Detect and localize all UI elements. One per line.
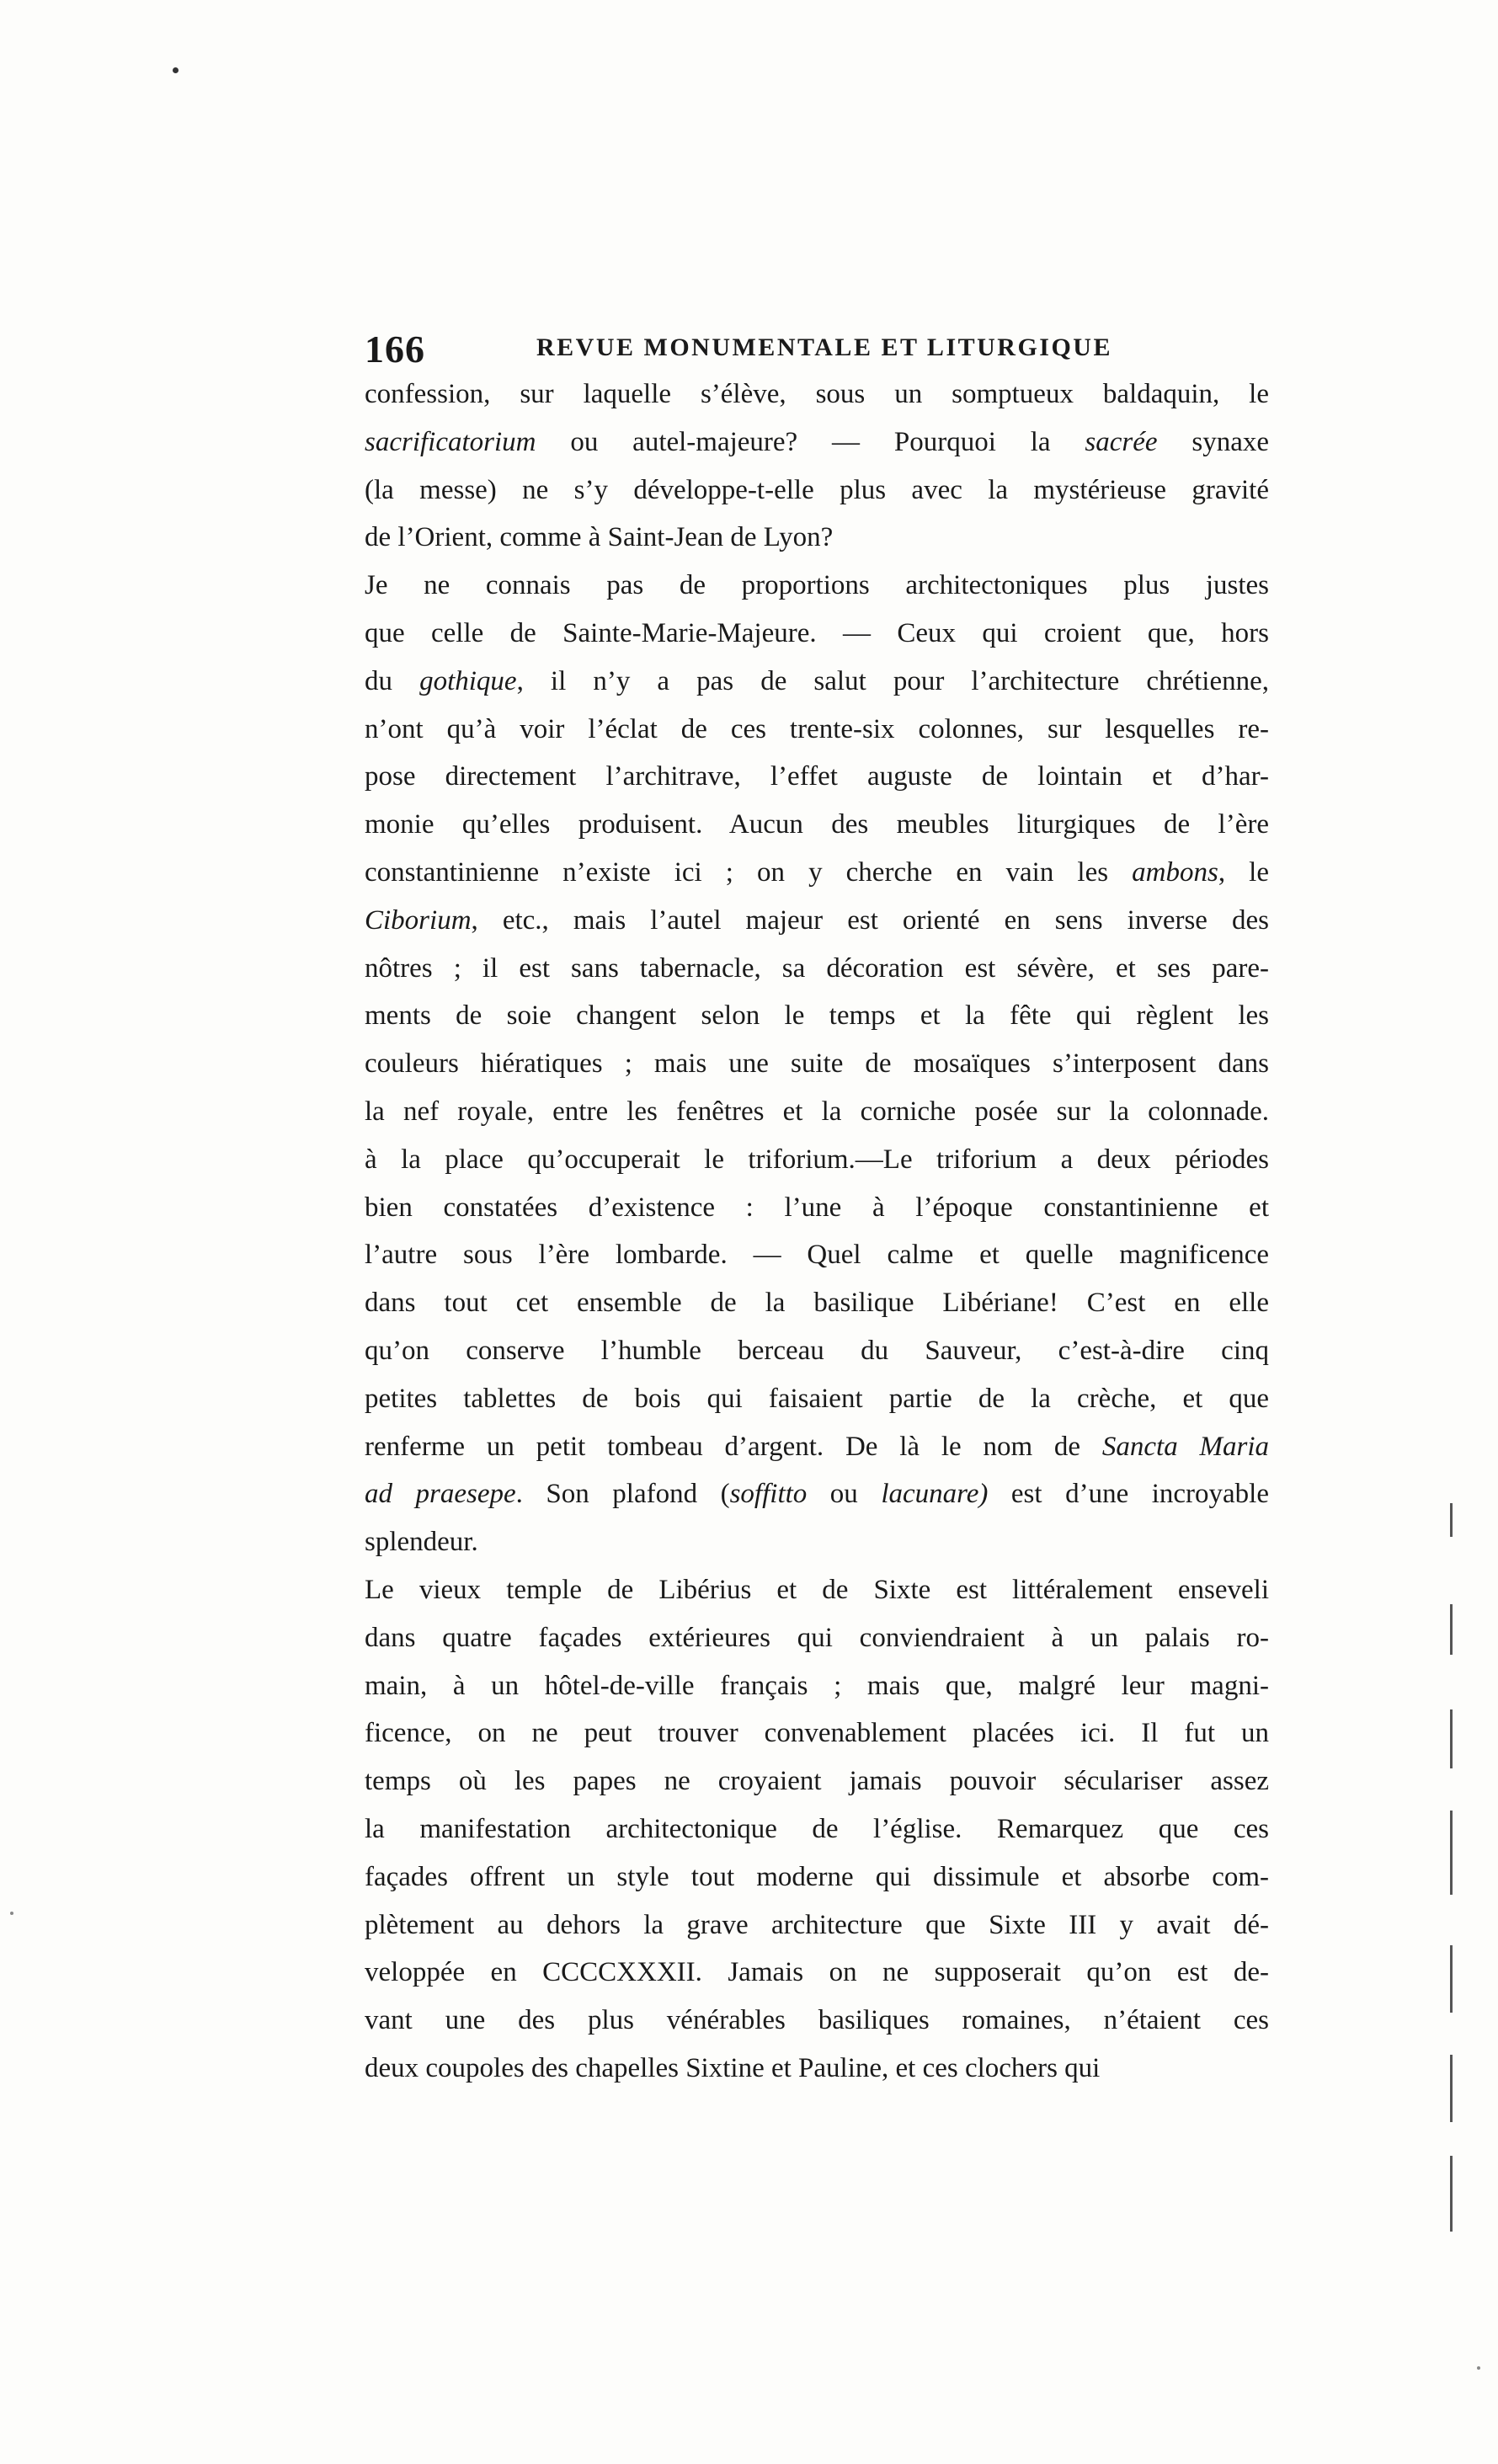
text-line bbox=[365, 1136, 1269, 1184]
text-line bbox=[365, 897, 1269, 945]
text-segment: ou bbox=[807, 1479, 882, 1510]
text-line bbox=[365, 753, 1269, 801]
text-segment: , il n’y a pas de salut pour l’architecture chrétienne, bbox=[516, 665, 1270, 696]
text-line bbox=[365, 1375, 1269, 1423]
text-line bbox=[365, 1757, 1269, 1805]
text-segment: ficence, on ne peut trouver convenablement placées ici. Il fut un bbox=[365, 1718, 1269, 1749]
text-line bbox=[365, 1997, 1269, 2045]
text-line bbox=[365, 1949, 1269, 1997]
body-text bbox=[365, 371, 1269, 2093]
italic-term: soffitto bbox=[729, 1479, 808, 1510]
text-line bbox=[365, 1184, 1269, 1232]
text-segment: plètement au dehors la grave architecture que Sixte III y avait dé- bbox=[365, 1909, 1269, 1940]
text-segment: main, à un hôtel-de-ville français ; mais que, malgré leur magni- bbox=[365, 1670, 1269, 1701]
text-segment: veloppée en CCCCXXXII. Jamais on ne supposerait qu’on est de- bbox=[365, 1957, 1269, 1988]
text-line bbox=[365, 658, 1269, 706]
text-line bbox=[365, 2045, 1269, 2093]
text-segment: que celle de Sainte-Marie-Majeure. — Ceux qui croient que, hors bbox=[365, 617, 1269, 648]
text-segment: bien constatées d’existence : l’une à l’époque constantinienne et bbox=[365, 1192, 1269, 1223]
text-segment: vant une des plus vénérables basiliques romaines, n’étaient ces bbox=[365, 2005, 1269, 2036]
italic-term: gothique bbox=[419, 665, 517, 696]
italic-term: lacunare) bbox=[881, 1479, 989, 1510]
text-line bbox=[365, 1709, 1269, 1757]
text-segment: qu’on conserve l’humble berceau du Sauveur, c’est-à-dire cinq bbox=[365, 1335, 1269, 1366]
text-line bbox=[365, 1901, 1269, 1949]
text-line bbox=[365, 1518, 1269, 1566]
text-segment: ments de soie changent selon le temps et la fête qui règlent les bbox=[365, 1000, 1269, 1032]
ink-speck bbox=[173, 67, 179, 73]
text-segment: est d’une incroyable bbox=[988, 1479, 1269, 1510]
text-line bbox=[365, 1279, 1269, 1327]
text-segment: deux coupoles des chapelles Sixtine et Pauline, et ces clochers qui bbox=[365, 2052, 1101, 2083]
italic-term: Sancta Maria bbox=[1101, 1431, 1269, 1462]
italic-term: sacrée bbox=[1085, 426, 1158, 457]
text-segment: dans tout cet ensemble de la basilique Libériane! C’est en elle bbox=[365, 1288, 1269, 1319]
text-segment: , etc., mais l’autel majeur est orienté en sens inverse des bbox=[471, 904, 1269, 936]
margin-mark bbox=[1450, 1811, 1453, 1895]
text-line bbox=[365, 1470, 1269, 1518]
text-segment: l’autre sous l’ère lombarde. — Quel calme et quelle magnificence bbox=[365, 1240, 1269, 1271]
text-line bbox=[365, 1040, 1269, 1088]
text-line bbox=[365, 467, 1269, 515]
ink-speck bbox=[1477, 2366, 1480, 2370]
text-line bbox=[365, 514, 1269, 562]
running-title: REVUE MONUMENTALE ET LITURGIQUE bbox=[536, 333, 1112, 361]
margin-mark bbox=[1450, 1604, 1453, 1655]
margin-mark bbox=[1450, 2055, 1453, 2122]
margin-mark bbox=[1450, 2156, 1453, 2232]
text-segment: du bbox=[365, 665, 420, 696]
text-segment: , le bbox=[1218, 856, 1269, 888]
text-segment: couleurs hiératiques ; mais une suite de mosaïques s’interposent dans bbox=[365, 1048, 1269, 1080]
text-segment: de l’Orient, comme à Saint-Jean de Lyon? bbox=[365, 522, 834, 553]
text-segment: confession, sur laquelle s’élève, sous un somptueux baldaquin, le bbox=[365, 379, 1269, 409]
margin-mark bbox=[1450, 1709, 1453, 1768]
text-line bbox=[365, 849, 1269, 897]
text-line bbox=[365, 706, 1269, 754]
text-line bbox=[365, 1231, 1269, 1279]
italic-term: ambons bbox=[1132, 856, 1218, 888]
text-line bbox=[365, 1853, 1269, 1901]
ink-speck bbox=[10, 1912, 13, 1915]
italic-term: Ciborium bbox=[365, 904, 472, 936]
text-line bbox=[365, 419, 1269, 467]
text-line bbox=[365, 945, 1269, 993]
text-segment: n’ont qu’à voir l’éclat de ces trente-six colonnes, sur lesquelles re- bbox=[365, 713, 1269, 744]
text-line bbox=[365, 1327, 1269, 1375]
text-line bbox=[365, 801, 1269, 849]
text-segment: pose directement l’architrave, l’effet auguste de lointain et d’har- bbox=[365, 761, 1269, 792]
text-line bbox=[365, 610, 1269, 658]
text-segment: temps où les papes ne croyaient jamais pouvoir séculariser assez bbox=[365, 1766, 1269, 1797]
text-line bbox=[365, 1423, 1269, 1471]
italic-term: sacrificatorium bbox=[365, 426, 536, 457]
text-line bbox=[365, 371, 1269, 419]
page-number: 166 bbox=[365, 328, 425, 371]
text-line bbox=[365, 1614, 1269, 1662]
text-segment: monie qu’elles produisent. Aucun des meubles liturgiques de l’ère bbox=[365, 809, 1269, 840]
text-segment: ou autel-majeure? — Pourquoi la bbox=[536, 426, 1085, 457]
text-segment: renferme un petit tombeau d’argent. De là le nom de bbox=[365, 1431, 1102, 1462]
text-segment: splendeur. bbox=[365, 1527, 478, 1558]
text-segment: façades offrent un style tout moderne qui dissimule et absorbe com- bbox=[365, 1861, 1269, 1892]
margin-mark bbox=[1450, 1945, 1453, 2013]
text-segment: la nef royale, entre les fenêtres et la corniche posée sur la colonnade. bbox=[365, 1096, 1269, 1127]
text-line bbox=[365, 562, 1269, 610]
margin-mark bbox=[1450, 1503, 1453, 1537]
text-segment: constantinienne n’existe ici ; on y cherche en vain les bbox=[365, 856, 1133, 888]
text-segment: nôtres ; il est sans tabernacle, sa décoration est sévère, et ses pare- bbox=[365, 952, 1269, 984]
text-line bbox=[365, 992, 1269, 1040]
text-segment: (la messe) ne s’y développe-t-elle plus avec la mystérieuse gravité bbox=[365, 474, 1269, 505]
text-line bbox=[365, 1805, 1269, 1853]
text-segment: Je ne connais pas de proportions architectoniques plus justes bbox=[365, 570, 1269, 601]
page-header bbox=[365, 327, 1269, 374]
text-segment: dans quatre façades extérieures qui conviendraient à un palais ro- bbox=[365, 1622, 1269, 1653]
text-segment: synaxe bbox=[1157, 426, 1269, 457]
text-segment: Le vieux temple de Libérius et de Sixte est littéralement enseveli bbox=[365, 1574, 1269, 1605]
text-segment: la manifestation architectonique de l’église. Remarquez que ces bbox=[365, 1813, 1269, 1844]
text-line bbox=[365, 1662, 1269, 1710]
text-segment: petites tablettes de bois qui faisaient partie de la crèche, et que bbox=[365, 1383, 1269, 1414]
italic-term: ad praesepe bbox=[365, 1479, 516, 1510]
text-segment: . Son plafond ( bbox=[515, 1479, 730, 1510]
text-line bbox=[365, 1088, 1269, 1136]
text-segment: à la place qu’occuperait le triforium.—Le triforium a deux périodes bbox=[365, 1144, 1269, 1175]
text-line bbox=[365, 1566, 1269, 1614]
